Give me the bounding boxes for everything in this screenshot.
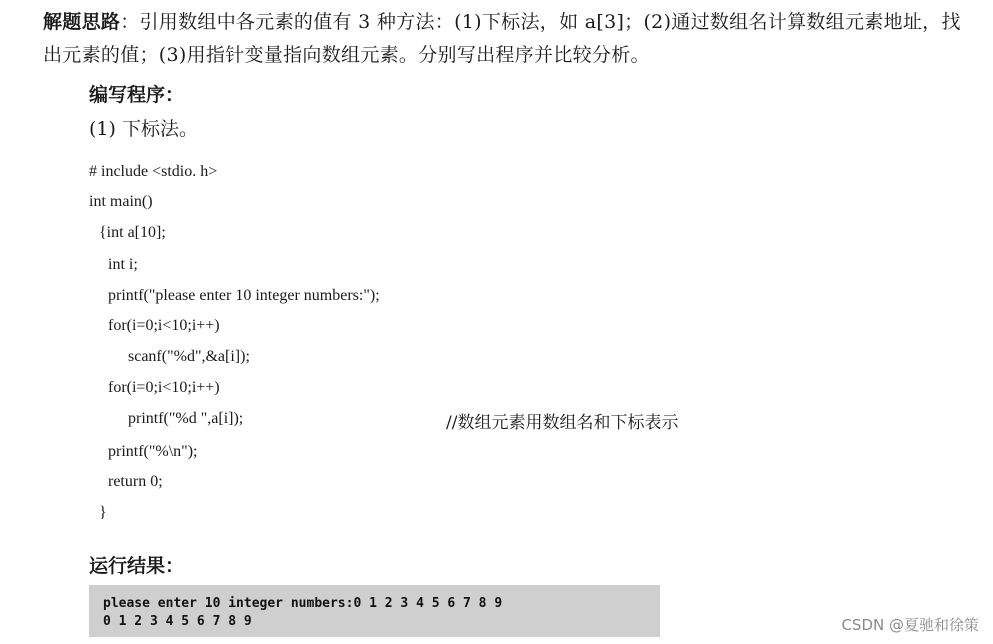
code-line: int main(): [89, 193, 153, 210]
watermark: CSDN @夏驰和徐策: [841, 616, 979, 634]
code-line: printf("%\n");: [108, 443, 198, 460]
method-label: (1) 下标法。: [89, 118, 198, 140]
code-line: scanf("%d",&a[i]);: [128, 348, 250, 365]
write-program-heading: 编写程序：: [89, 84, 185, 106]
intro-text: ：引用数组中各元素的值有 3 种方法：(1)下标法，如 a[3]；(2)通过数组名计算数组元素地址，找出元素的值；(3)用指针变量指向数组元素。分别写出程序并比较分析。: [43, 11, 961, 66]
code-line: printf("please enter 10 integer numbers:");: [108, 287, 380, 304]
intro-paragraph: [43, 6, 973, 72]
run-result-heading: 运行结果：: [89, 555, 185, 577]
code-line: {int a[10];: [99, 224, 166, 241]
console-line: please enter 10 integer numbers:0 1 2 3 4 5 6 7 8 9: [103, 596, 503, 611]
intro-lead: 解题思路: [43, 11, 121, 33]
code-comment: //数组元素用数组名和下标表示: [446, 413, 679, 433]
code-line: for(i=0;i<10;i++): [108, 317, 220, 334]
code-line: }: [99, 504, 107, 521]
code-line: int i;: [108, 256, 138, 273]
console-output: [89, 585, 660, 637]
code-line: for(i=0;i<10;i++): [108, 379, 220, 396]
code-line: # include <stdio. h>: [89, 163, 218, 180]
console-line: 0 1 2 3 4 5 6 7 8 9: [103, 614, 252, 629]
code-line: return 0;: [108, 473, 163, 490]
code-line: printf("%d ",a[i]);: [128, 410, 244, 427]
